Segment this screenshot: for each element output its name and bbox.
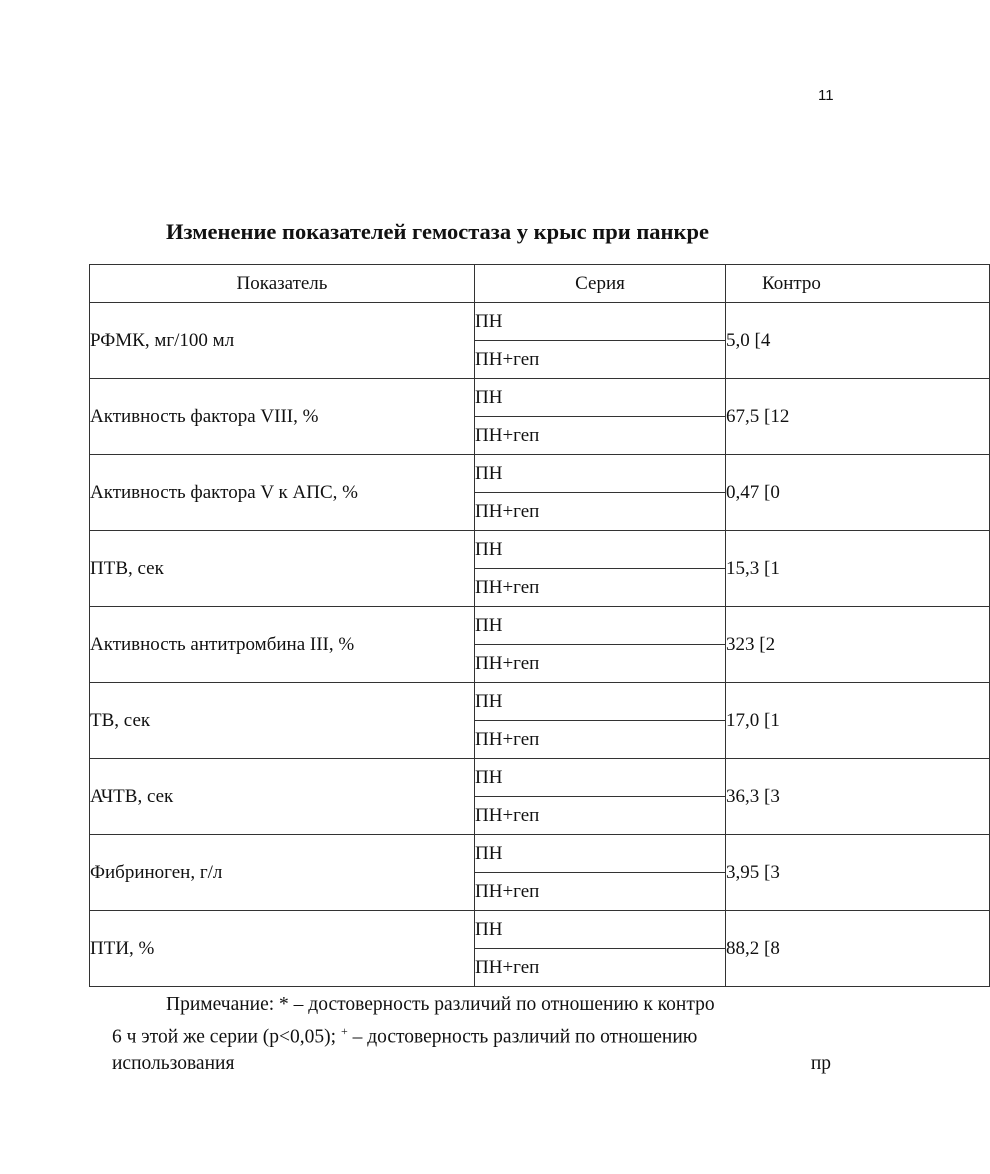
indicator-cell: ПТВ, сек: [90, 531, 475, 607]
hemostasis-table: [89, 264, 990, 987]
note-line-2: [112, 1018, 831, 1051]
series-cell: ПН: [475, 911, 726, 949]
note-line-3-part-b: пр: [810, 1052, 831, 1074]
series-cell: ПН+геп: [475, 645, 726, 683]
indicator-cell: Активность фактора VIII, %: [90, 379, 475, 455]
table-row: [90, 759, 990, 797]
series-cell: ПН: [475, 531, 726, 569]
note-plus-mark: +: [340, 1024, 348, 1038]
control-cell: 0,47 [0: [726, 455, 990, 531]
table-row: [90, 303, 990, 341]
table-title: Изменение показателей гемостаза у крыс при панкре: [166, 219, 709, 244]
series-cell: ПН: [475, 835, 726, 873]
hemostasis-table-container: [89, 264, 831, 988]
header-series: Серия: [475, 265, 726, 303]
table-body: [90, 303, 990, 987]
table-row: [90, 835, 990, 873]
series-cell: ПН+геп: [475, 417, 726, 455]
series-cell: ПН+геп: [475, 341, 726, 379]
series-cell: ПН+геп: [475, 569, 726, 607]
series-cell: ПН+геп: [475, 873, 726, 911]
series-cell: ПН: [475, 759, 726, 797]
note-line-3: [112, 1051, 831, 1077]
note-line-2-part-b: – достоверность различий по отношению: [347, 1026, 698, 1048]
series-cell: ПН: [475, 455, 726, 493]
note-line-1: Примечание: * – достоверность различий по отношению к контро: [166, 994, 715, 1015]
table-row: [90, 531, 990, 569]
table-row: [90, 911, 990, 949]
indicator-cell: Активность фактора V к АПС, %: [90, 455, 475, 531]
indicator-cell: ТВ, сек: [90, 683, 475, 759]
table-row: [90, 683, 990, 721]
series-cell: ПН+геп: [475, 797, 726, 835]
series-cell: ПН+геп: [475, 493, 726, 531]
series-cell: ПН+геп: [475, 949, 726, 987]
control-cell: 67,5 [12: [726, 379, 990, 455]
header-indicator: Показатель: [90, 265, 475, 303]
series-cell: ПН: [475, 303, 726, 341]
indicator-cell: АЧТВ, сек: [90, 759, 475, 835]
control-cell: 15,3 [1: [726, 531, 990, 607]
control-cell: 5,0 [4: [726, 303, 990, 379]
series-cell: ПН: [475, 607, 726, 645]
table-header-row: [90, 265, 990, 303]
table-note: [112, 992, 831, 1077]
note-line-2-part-a: 6 ч этой же серии (p<0,05);: [112, 1026, 341, 1048]
table-row: [90, 455, 990, 493]
indicator-cell: Фибриноген, г/л: [90, 835, 475, 911]
page-number: 11: [818, 87, 834, 104]
series-cell: ПН+геп: [475, 721, 726, 759]
control-cell: 17,0 [1: [726, 683, 990, 759]
note-line-3-part-a: использования: [112, 1052, 235, 1074]
series-cell: ПН: [475, 379, 726, 417]
indicator-cell: Активность антитромбина III, %: [90, 607, 475, 683]
control-cell: 323 [2: [726, 607, 990, 683]
indicator-cell: ПТИ, %: [90, 911, 475, 987]
header-control: Контро: [726, 265, 990, 303]
series-cell: ПН: [475, 683, 726, 721]
table-row: [90, 607, 990, 645]
control-cell: 88,2 [8: [726, 911, 990, 987]
control-cell: 36,3 [3: [726, 759, 990, 835]
indicator-cell: РФМК, мг/100 мл: [90, 303, 475, 379]
table-row: [90, 379, 990, 417]
control-cell: 3,95 [3: [726, 835, 990, 911]
